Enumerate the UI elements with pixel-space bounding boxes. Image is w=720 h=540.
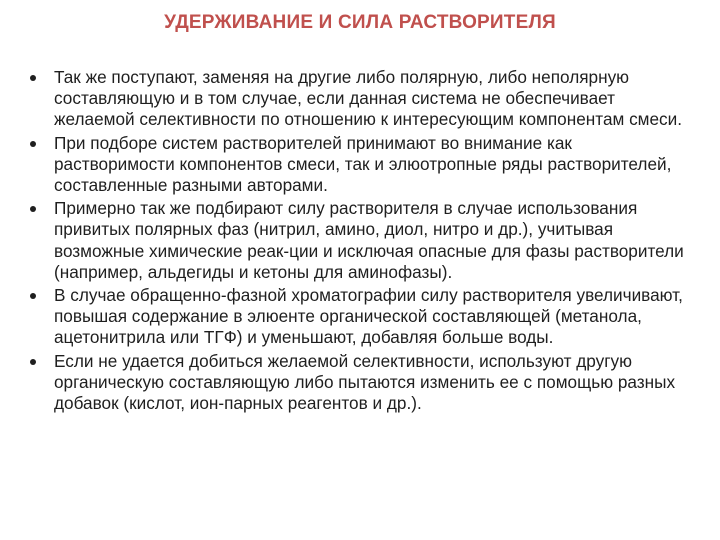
- bullet-text: Примерно так же подбирают силу растворителя в случае использования привитых полярных фаз (нитрил, амино, диол, нитро и др.), учитывая возможные химические реак-ции и исключая опасные для фазы растворители (например, альдегиды и кетоны для аминофазы).: [54, 198, 684, 282]
- bullet-text: В случае обращенно-фазной хроматографии силу растворителя увеличивают, повышая содержание в элюенте органической составляющей (метанола, ацетонитрила или ТГФ) и уменьшают, добавляя больше воды.: [54, 285, 683, 348]
- bullet-text: При подборе систем растворителей принимают во внимание как растворимости компонентов смеси, так и элюотропные ряды растворителей, составленные разными авторами.: [54, 132, 672, 196]
- bullet-dot-icon: [30, 206, 36, 212]
- bullet-dot-icon: [30, 359, 36, 365]
- bullet-dot-icon: [30, 75, 36, 81]
- bullet-item: [30, 67, 695, 131]
- bullet-dot-icon: [30, 293, 36, 299]
- bullet-text: Если не удается добиться желаемой селективности, используют другую органическую составляющую либо пытаются изменить ее с помощью разных добавок (кислот, ион-парных реагентов и др.).: [54, 350, 676, 414]
- bullet-dot-icon: [30, 141, 36, 147]
- bullet-item: [30, 133, 695, 197]
- bullet-item: [30, 198, 695, 283]
- slide-title: УДЕРЖИВАНИЕ И СИЛА РАСТВОРИТЕЛЯ: [164, 12, 556, 33]
- bullet-list: [30, 67, 695, 416]
- bullet-item: [30, 351, 695, 415]
- bullet-text: Так же поступают, заменяя на другие либо полярную, либо неполярную составляющую и в том случае, если данная система не обеспечивает желаемой селективности по отношению к интересующим компонентам смеси.: [54, 67, 683, 130]
- bullet-item: [30, 285, 695, 349]
